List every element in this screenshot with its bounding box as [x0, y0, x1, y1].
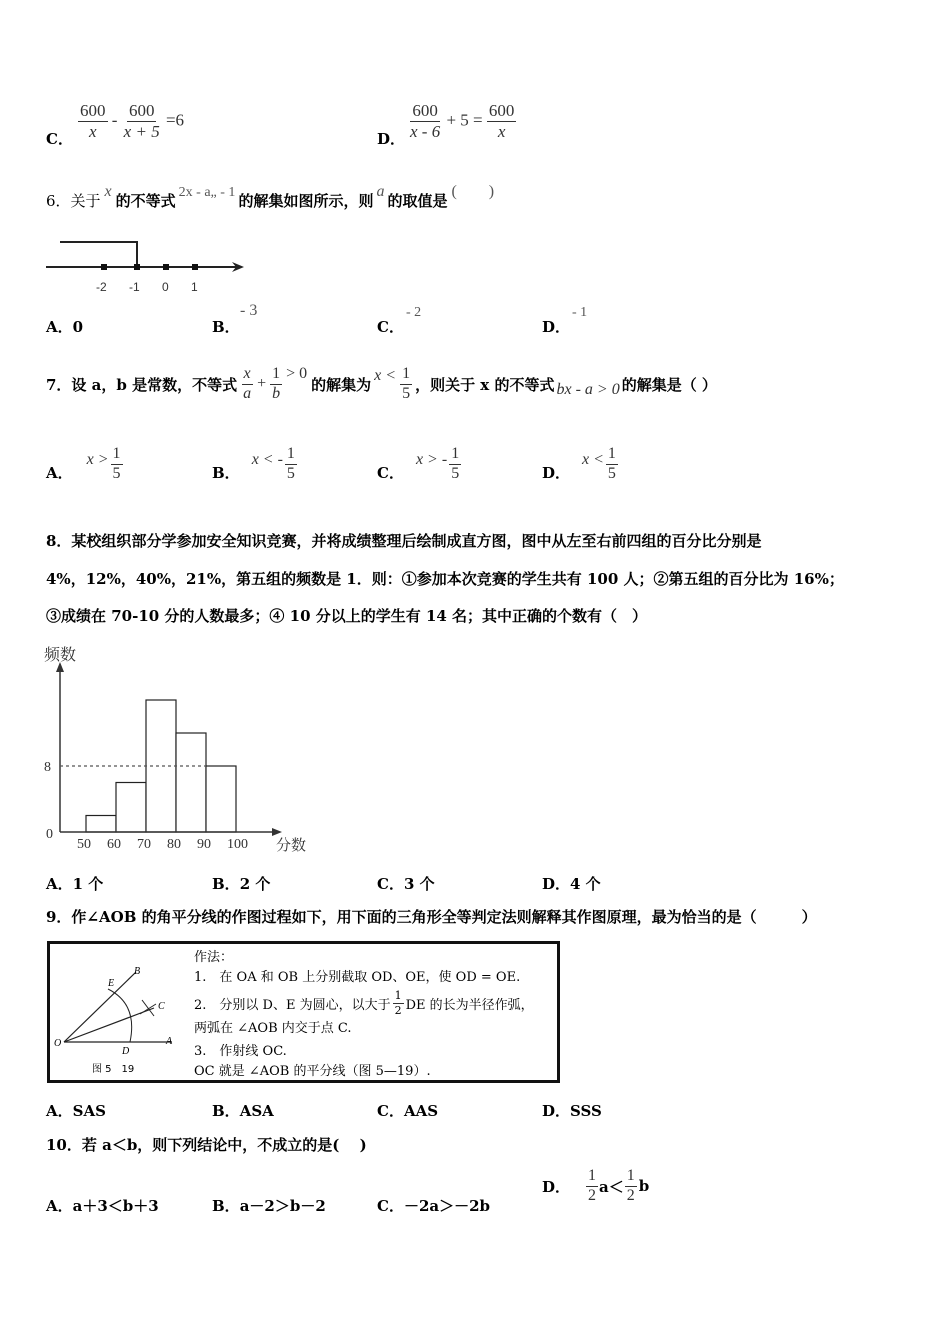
q7-f2-num: 1 — [270, 366, 282, 385]
method-step2c: 两弧在 ∠AOB 内交于点 C. — [194, 1021, 352, 1036]
figure-caption: 图 5 19 — [92, 1064, 135, 1075]
q7-option-a — [46, 446, 123, 483]
q7-option-b-num: 1 — [285, 446, 297, 465]
label-o: O — [54, 1038, 62, 1049]
q8-option-a-value: 1 个 — [72, 875, 104, 893]
q9-option-c-label: C． — [377, 1102, 404, 1120]
q9-option-d-value: SSS — [570, 1102, 602, 1120]
q5-option-c-label: C． — [46, 130, 73, 148]
q8-option-a — [46, 873, 103, 894]
q5-c-minus: - — [111, 110, 118, 130]
q9-stem: 9．作∠AOB 的角平分线的作图过程如下，用下面的三角形全等判定法则解释其作图原理，最为恰当的是（ ） — [46, 908, 817, 926]
q9-option-b — [212, 1100, 274, 1121]
q5-option-c-expression — [78, 102, 184, 141]
q7-option-c — [377, 446, 461, 483]
axis-label-1: 1 — [191, 280, 198, 294]
q9-construction-diagram — [50, 944, 190, 1080]
histogram-bar-80-90 — [176, 733, 206, 832]
method-step2a: 2. 分别以 D、E 为圆心，以大于 — [194, 997, 391, 1013]
q7-option-b — [212, 446, 297, 483]
histogram-x-tick-60: 60 — [107, 837, 121, 852]
label-b: B — [134, 966, 141, 977]
axis-label-0: 0 — [162, 280, 169, 294]
q6-option-d-value: - 1 — [572, 305, 588, 320]
axis-label-neg1: -1 — [129, 280, 140, 294]
histogram-x-tick-100: 100 — [227, 837, 248, 852]
q10-d-den2: 2 — [626, 1186, 635, 1204]
q6-stem-a: 6．关于 — [46, 192, 101, 210]
histogram-x-tick-90: 90 — [197, 837, 211, 852]
q6-option-d — [542, 316, 570, 337]
q7-option-a-lhs: x > — [86, 451, 109, 469]
q8-line1: 8．某校组织部分学参加安全知识竞赛，并将成绩整理后绘制成直方图，图中从左至右前四组的百分比分别是 — [46, 532, 762, 550]
arc-mark-1 — [142, 1000, 154, 1016]
q10-option-c-label: C． — [377, 1197, 404, 1215]
histogram-y-tick-0: 0 — [46, 827, 53, 842]
q7-gt0: > 0 — [286, 364, 308, 382]
q7-sol-den: 5 — [402, 384, 411, 402]
method-step3: 3. 作射线 OC. — [194, 1044, 287, 1059]
histogram-x-tick-50: 50 — [77, 837, 91, 852]
q5-d-plus: + 5 = — [446, 110, 483, 130]
histogram-bar-50-60 — [86, 816, 116, 833]
q7-stem-a: 7．设 a，b 是常数，不等式 — [46, 375, 238, 394]
axis-label-neg2: -2 — [96, 280, 107, 294]
q8-option-d — [542, 873, 601, 894]
q9-option-a — [46, 1100, 106, 1121]
tick-1 — [192, 264, 198, 270]
q7-f2-den: b — [272, 384, 281, 402]
q10-option-a-value: a＋3＜b＋3 — [72, 1197, 159, 1215]
q10-d-den1: 2 — [588, 1186, 597, 1204]
method-step2 — [194, 990, 534, 1016]
q9-option-d — [542, 1100, 602, 1121]
q9-option-b-value: ASA — [239, 1102, 274, 1120]
q7-f1-num: x — [242, 366, 253, 385]
q5-c-den2: x + 5 — [123, 121, 160, 141]
q6-stem-c: 的解集如图所示，则 — [238, 192, 374, 210]
q6-option-b — [212, 316, 240, 337]
q7-option-c-lhs: x > - — [415, 451, 448, 469]
q9-option-d-label: D． — [542, 1102, 571, 1120]
q10-option-c — [377, 1195, 490, 1216]
ray-ob — [64, 972, 136, 1042]
q9-figure-box — [47, 941, 560, 1083]
q7-option-c-label: C． — [377, 463, 404, 482]
q9-option-c — [377, 1100, 438, 1121]
q5-c-rhs: =6 — [165, 110, 185, 130]
q6-inequality: 2x - a„ - 1 — [178, 185, 236, 200]
q5-c-num2: 600 — [128, 101, 155, 120]
q8-option-c-value: 3 个 — [403, 875, 435, 893]
q6-option-c-value: - 2 — [406, 305, 422, 320]
q7-option-a-num: 1 — [111, 446, 123, 465]
method-step2-num: 1 — [394, 989, 402, 1002]
q7-inequality2: bx - a > 0 — [556, 381, 620, 399]
q8-option-d-label: D． — [542, 875, 571, 893]
solution-bracket — [60, 242, 137, 267]
q6-option-b-value: - 3 — [240, 302, 258, 319]
q10-option-a — [46, 1195, 159, 1216]
method-step1: 1. 在 OA 和 OB 上分别截取 OD、OE，使 OD = OE. — [194, 970, 521, 985]
method-step2b: DE 的长为半径作弧， — [405, 997, 534, 1013]
tick-0 — [163, 264, 169, 270]
q7-option-d-lhs: x < — [582, 451, 604, 469]
q8-option-c-label: C． — [377, 875, 404, 893]
q7-stem-b: 的解集为 — [311, 375, 372, 394]
q8-line3: ③成绩在 70-10 分的人数最多；④ 10 分以上的学生有 14 名；其中正确的个数有（ ） — [46, 607, 648, 625]
q6-stem-d: 的取值是 — [387, 192, 448, 210]
q8-option-d-value: 4 个 — [570, 875, 601, 893]
q9-option-a-value: SAS — [72, 1102, 106, 1120]
q7-sol-num: 1 — [400, 366, 412, 385]
q8-option-b — [212, 873, 270, 894]
q7-solution — [374, 366, 412, 403]
q8-line2: 4%，12%，40%，21%，第五组的频数是 1．则：①参加本次竞赛的学生共有 100 人；②第五组的百分比为 16%； — [46, 570, 844, 588]
q7-option-d-den: 5 — [607, 464, 616, 482]
q10-d-mid: a＜ — [599, 1177, 624, 1196]
histogram-y-tick-8: 8 — [44, 760, 51, 775]
q5-d-num1: 600 — [412, 101, 438, 120]
q7-stem — [46, 366, 717, 403]
q8-option-b-value: 2 个 — [239, 875, 271, 893]
histogram-bar-60-70 — [116, 783, 146, 833]
q10-d-num1: 1 — [586, 1168, 598, 1187]
label-d: D — [122, 1046, 130, 1057]
q7-option-a-den: 5 — [112, 464, 121, 482]
label-a: A — [166, 1036, 173, 1047]
label-c: C — [158, 1001, 165, 1012]
q7-inequality1 — [241, 366, 307, 403]
q6-option-c — [377, 316, 404, 337]
q9-option-b-label: B． — [212, 1102, 240, 1120]
method-step4: OC 就是 ∠AOB 的平分线（图 5—19）. — [194, 1064, 431, 1079]
q8-option-b-label: B． — [212, 875, 240, 893]
tick-neg2 — [101, 264, 107, 270]
q5-c-den1: x — [88, 121, 97, 141]
q6-paren: ( ) — [451, 183, 495, 200]
q6-option-a-label: A． — [46, 318, 73, 336]
q8-option-c — [377, 873, 435, 894]
label-e: E — [108, 978, 115, 989]
q7-option-d-num: 1 — [606, 446, 618, 465]
q7-sol-x: x < — [374, 366, 397, 384]
q8-option-a-label: A． — [46, 875, 73, 893]
q6-option-a — [46, 316, 83, 337]
q10-option-d-label: D． — [542, 1177, 571, 1196]
q7-stem-c: ，则关于 x 的不等式 — [415, 375, 555, 394]
q10-option-b — [212, 1195, 326, 1216]
q10-option-b-value: a－2＞b－2 — [239, 1197, 326, 1215]
q7-option-c-den: 5 — [451, 464, 460, 482]
q6-option-a-value: 0 — [72, 318, 84, 336]
histogram-x-tick-80: 80 — [167, 837, 181, 852]
histogram-y-label: 频数 — [44, 645, 77, 664]
q5-option-d-expression — [408, 102, 516, 141]
method-title: 作法： — [194, 950, 234, 965]
q10-option-c-value: －2a＞－2b — [403, 1197, 491, 1215]
q7-option-b-den: 5 — [286, 464, 295, 482]
q10-option-d — [542, 1168, 649, 1205]
q8-histogram — [36, 640, 326, 860]
q7-option-d — [542, 446, 618, 483]
q5-d-den2: x — [497, 121, 506, 141]
q7-option-b-label: B． — [212, 463, 240, 482]
q6-number-line — [40, 236, 250, 298]
q6-option-c-label: C． — [377, 318, 404, 336]
histogram-x-arrow — [272, 828, 282, 836]
q10-d-num2: 1 — [625, 1168, 637, 1187]
q7-option-a-label: A． — [46, 463, 73, 482]
q5-d-den1: x - 6 — [410, 121, 441, 141]
q6-option-b-label: B． — [212, 318, 240, 336]
histogram-x-tick-70: 70 — [137, 837, 151, 852]
arc-de — [108, 989, 132, 1042]
q10-stem: 10．若 a＜b，则下列结论中，不成立的是( ) — [46, 1136, 367, 1154]
q10-option-a-label: A． — [46, 1197, 73, 1215]
q6-var-a: a — [376, 183, 385, 200]
histogram-x-label: 分数 — [276, 836, 307, 854]
q7-f1-den: a — [243, 384, 252, 402]
q7-option-c-num: 1 — [449, 446, 461, 465]
q5-c-num1: 600 — [80, 101, 106, 120]
tick-neg1 — [134, 264, 140, 270]
method-step2-den: 2 — [394, 1003, 402, 1017]
q5-d-num2: 600 — [488, 101, 515, 120]
arc-mark-2 — [140, 1004, 156, 1014]
q6-stem-b: 的不等式 — [115, 192, 176, 210]
q6-stem — [46, 183, 495, 211]
q9-option-c-value: AAS — [403, 1102, 439, 1120]
q7-stem-d: 的解集是（ ） — [621, 375, 717, 394]
q5-option-d-label: D． — [377, 130, 406, 148]
q7-plus: + — [257, 374, 267, 392]
q7-option-b-lhs: x < - — [251, 451, 283, 469]
q7-option-d-label: D． — [542, 463, 571, 482]
q6-option-d-label: D． — [542, 318, 571, 336]
histogram-bar-90-100 — [206, 766, 236, 832]
q10-d-end: b — [638, 1177, 650, 1196]
q9-option-a-label: A． — [46, 1102, 73, 1120]
q6-var-x: x — [104, 183, 112, 200]
q10-option-b-label: B． — [212, 1197, 240, 1215]
